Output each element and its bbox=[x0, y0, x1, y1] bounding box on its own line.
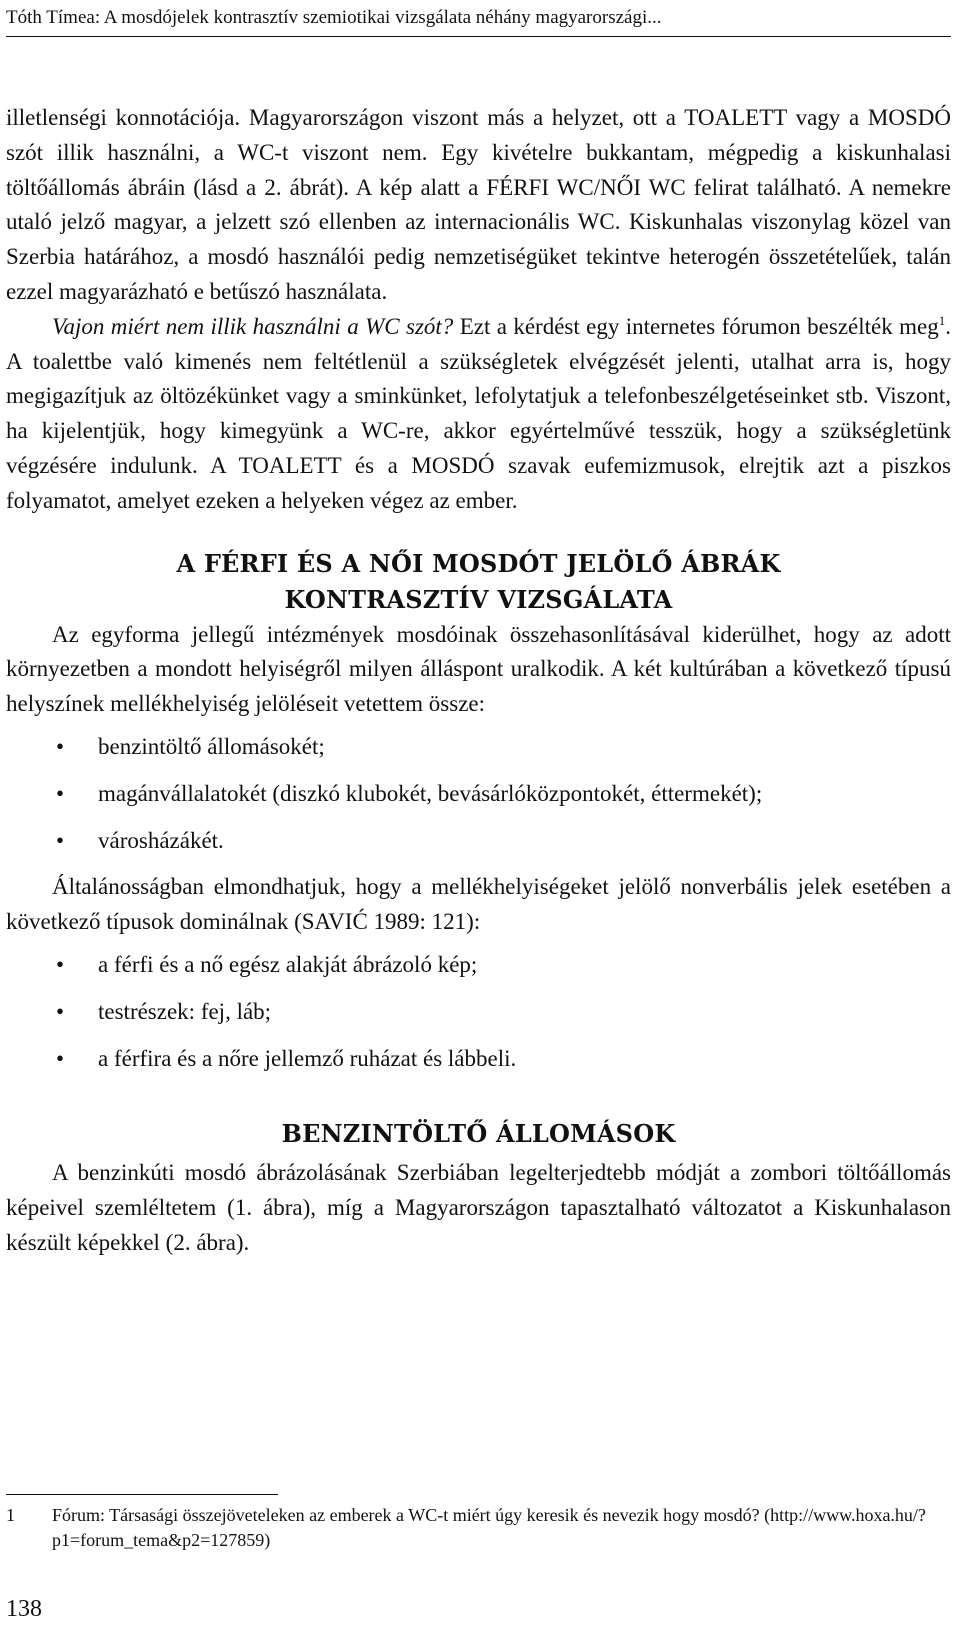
page-number: 138 bbox=[6, 1596, 42, 1622]
section-heading-contrastive bbox=[6, 546, 951, 618]
heading-line: KONTRASZTÍV VIZSGÁLATA bbox=[284, 584, 673, 614]
list-item: • a férfi és a nő egész alakját ábrázoló kép; bbox=[6, 948, 951, 983]
footnote-divider bbox=[6, 1494, 278, 1495]
footnote-reference[interactable]: 1 bbox=[938, 312, 946, 328]
main-text bbox=[6, 101, 951, 1261]
list-item: • benzintöltő állomásokét; bbox=[6, 730, 951, 765]
paragraph-text: . A toalettbe való kimenés nem feltétlenül a szükségletek elvégzését jelenti, utalhat arra is, hogy megigazítjuk az öltözékünket vagy a sminkünket, lefolytatjuk a telefonbeszélgetéseinket stb. Viszont, ha kijelentjük, hogy kimegyünk a WC-re, akkor egyértelművé tesszük, hogy a szükségletünk végzésére indulunk. A TOALETT és a MOSDÓ szavak eufemizmusok, elrejtik azt a piszkos folyamatot, amelyet ezeken a helyeken végez az ember. bbox=[6, 313, 951, 513]
paragraph-wc-question bbox=[6, 310, 951, 519]
list-item: • városházákét. bbox=[6, 824, 951, 859]
section-heading-gas-stations: BENZINTÖLTŐ ÁLLOMÁSOK bbox=[281, 1119, 676, 1149]
list-item: • a férfira és a nőre jellemző ruházat és lábbeli. bbox=[6, 1042, 951, 1077]
footnote bbox=[6, 1503, 951, 1553]
paragraph-gas-stations: A benzinkúti mosdó ábrázolásának Szerbiában legelterjedtebb módját a zombori töltőállomás képeivel szemléltetem (1. ábra), míg a Magyarországon tapasztalható változatot a Kiskunhalason készült képekkel (2. ábra). bbox=[6, 1160, 951, 1255]
italic-question: Vajon miért nem illik használni a WC szót? bbox=[52, 313, 454, 339]
list-item: • testrészek: fej, láb; bbox=[6, 995, 951, 1030]
running-header: Tóth Tímea: A mosdójelek kontrasztív szemiotikai vizsgálata néhány magyarországi... bbox=[6, 6, 951, 37]
paragraph-continued: illetlenségi konnotációja. Magyarországon viszont más a helyzet, ott a TOALETT vagy a MOSDÓ szót illik használni, a WC-t viszont nem. Egy kivételre bukkantam, mégpedig a kiskunhalasi töltőállomás ábráin (lásd a 2. ábrát). A kép alatt a FÉRFI WC/NŐI WC felirat található. A nemekre utaló jelző magyar, a jelzett szó ellenben az internacionális WC. Kiskunhalas viszonylag közel van Szerbia határához, a mosdó használói pedig nemzetiségüket tekintve heterogén összetételűek, talán ezzel magyarázható e betűszó használata. bbox=[6, 105, 951, 304]
footnote-number: 1 bbox=[6, 1505, 15, 1525]
bullet-list-locations bbox=[6, 730, 951, 858]
heading-line: A FÉRFI ÉS A NŐI MOSDÓT JELÖLŐ ÁBRÁK bbox=[176, 548, 781, 578]
bullet-list-types bbox=[6, 948, 951, 1076]
footnote-text: Fórum: Társasági összejöveteleken az emberek a WC-t miért úgy keresik és nevezik hogy mosdó? (http://www.hoxa.hu/?p1=forum_tema&p2=127859) bbox=[52, 1505, 926, 1550]
paragraph-text: Ezt a kérdést egy internetes fórumon beszélték meg bbox=[453, 313, 939, 339]
paragraph-comparison: Az egyforma jellegű intézmények mosdóinak összehasonlításával kiderülhet, hogy az adott környezetben a mondott helyiségről milyen álláspont uralkodik. A két kultúrában a következő típusú helyszínek mellékhelyiség jelöléseit vetettem össze: bbox=[6, 621, 951, 717]
list-item: • magánvállalatokét (diszkó klubokét, bevásárlóközpontokét, éttermekét); bbox=[6, 777, 951, 812]
paragraph-generalization: Általánosságban elmondhatjuk, hogy a mellékhelyiségeket jelölő nonverbális jelek esetében a következő típusok dominálnak (SAVIĆ 1989: 121): bbox=[6, 874, 951, 935]
